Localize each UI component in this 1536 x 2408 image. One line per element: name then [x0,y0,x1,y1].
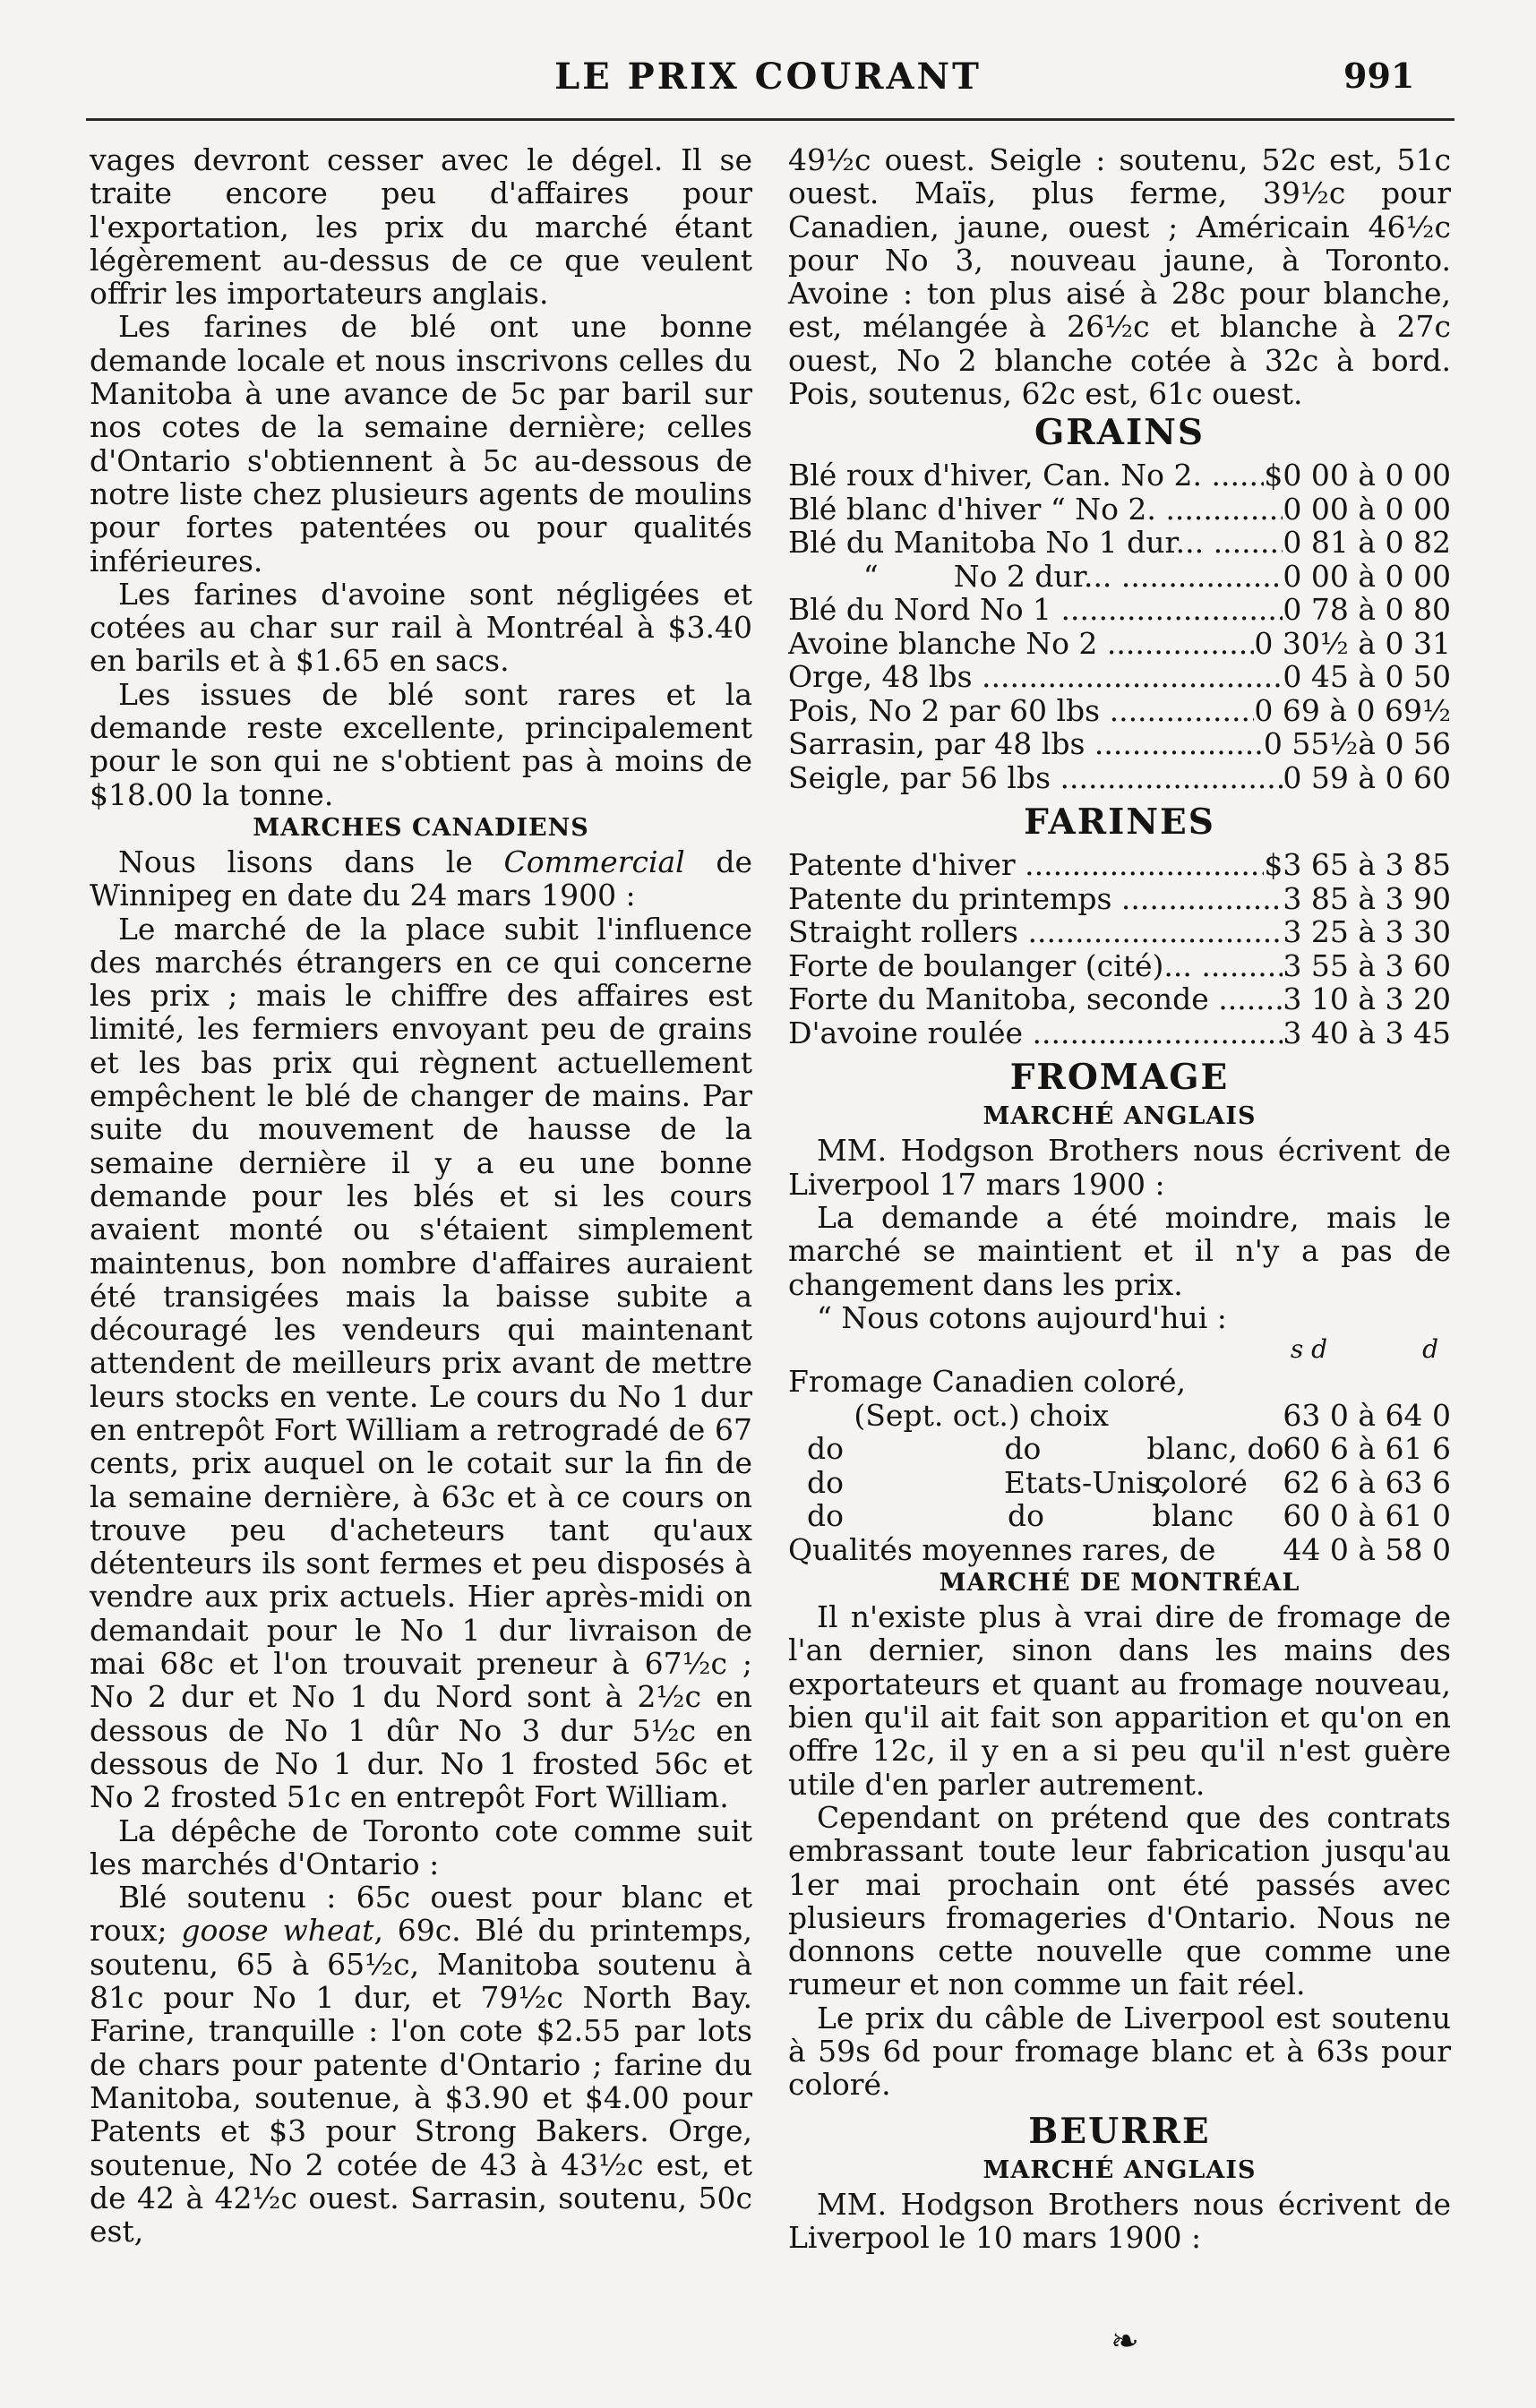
cheese-row [788,1533,1451,1567]
price-label: Blé du Manitoba No 1 dur... ..... [788,526,1283,560]
price-label: Forte de boulanger (cité)... ..... [788,949,1283,983]
price-value: 0 00 à 0 00 [1283,491,1451,527]
publication-title: Commercial [503,844,685,879]
left-column [90,143,752,2248]
price-label: Avoine blanche No 2 ..... [788,627,1254,661]
price-row [788,727,1451,761]
paragraph: “ Nous cotons aujourd'hui : [817,1299,1227,1335]
price-value: 0 81 à 0 82 [1283,525,1451,561]
price-label: Sarrasin, par 48 lbs ..... [788,727,1264,761]
price-label: D'avoine roulée ..... [788,1016,1283,1050]
sub-heading-marche-de-montreal: MARCHÉ DE MONTRÉAL [939,1569,1300,1598]
price-row [788,458,1451,493]
price-label: Orge, 48 lbs ..... [788,660,1283,694]
price-label: Blé du Nord No 1 ..... [788,593,1283,627]
cheese-cell: Fromage Canadien coloré, [788,1364,1187,1400]
paragraph: Les issues de blé sont rares et la demande reste excellente, principalement pour le son qui ne s'obtient pas à moins de $18.00 la tonne. [90,676,752,812]
text-span: de Winnipeg en date du 24 mars 1900 : [90,844,752,913]
price-value: 0 30½ à 0 31 [1254,625,1451,661]
text-span: , 69c. Blé du printemps, soutenu, 65 à 65½c, Manitoba soutenu à 81c pour No 1 dur, et 79½c North Bay. Farine, tranquille : l'on cote $2.55 par lots de chars pour patente d'Ontario ; farine du Manitoba, soutenue, à $3.90 et $4.00 pour Patents et $3 pour Strong Bakers. Orge, soutenue, No 2 cotée de 43 à 43½c est, et de 42 à 42½c ouest. Sarrasin, soutenu, 50c est, [90,1913,752,2249]
price-value: 0 55½à 0 56 [1263,726,1451,762]
price-label: Seigle, par 56 lbs ..... [788,761,1283,795]
price-row [788,982,1451,1016]
paragraph: Il n'existe plus à vrai dire de fromage de l'an dernier, sinon dans les mains des exportateurs et quant au fromage nouveau, bien qu'il ait fait son apparition et qu'on en offre 12c, il y en a si peu qu'il n'est guère utile d'en parler autrement. [788,1599,1451,1802]
page-number: 991 [1343,56,1415,96]
page-header [0,0,1536,134]
paragraph [90,1881,752,2248]
section-heading-beurre: BEURRE [1028,2110,1211,2152]
running-title: LE PRIX COURANT [554,56,982,98]
section-heading-fromage: FROMAGE [1009,1057,1230,1099]
cheese-row [788,1432,1451,1466]
section-heading-grains: GRAINS [1034,412,1206,454]
price-value: $0 00 à 0 00 [1264,458,1451,493]
price-label: Forte du Manitoba, seconde ..... [788,982,1283,1016]
paragraph: MM. Hodgson Brothers nous écrivent de Liverpool 17 mars 1900 : [788,1133,1451,1202]
price-label: “ No 2 dur... ..... [788,560,1283,594]
cheese-price: 44 0 à 58 0 [1283,1531,1451,1567]
paragraph: vages devront cesser avec le dégel. Il se traite encore peu d'affaires pour l'exportation, les prix du marché étant légèrement au-dessus de ce que veulent offrir les importateurs anglais. [90,142,752,312]
cheese-cell: (Sept. oct.) choix [788,1397,1110,1433]
paragraph: Les farines de blé ont une bonne demande locale et nous inscrivons celles du Manitoba à une avance de 5c par baril sur nos cotes de la semaine dernière; celles d'Ontario s'obtiennent à 5c au-dessous de notre liste chez plusieurs agents de moulins pour fortes patentées ou pour qualités inférieures. [90,309,752,578]
paragraph: La demande a été moindre, mais le marché se maintient et il n'y a pas de changement dans les prix. [788,1199,1451,1302]
price-value: 0 45 à 0 50 [1283,659,1451,695]
price-value: 0 78 à 0 80 [1283,592,1451,628]
paragraph: 49½c ouest. Seigle : soutenu, 52c est, 51c ouest. Maïs, plus ferme, 39½c pour Canadien, jaune, ouest ; Américain 46½c pour No 3, nouveau jaune, à Toronto. Avoine : ton plus aisé à 28c pour blanche, est, mélangée à 26½c et blanche à 27c ouest, No 2 blanche cotée à 32c à bord. Pois, soutenus, 62c est, 61c ouest. [788,142,1451,412]
cheese-price: 60 0 à 61 0 [1283,1498,1451,1534]
cheese-cell: Etats-Unis, [1003,1464,1171,1500]
farines-price-table [788,848,1451,1050]
price-value: 3 85 à 3 90 [1283,880,1451,916]
price-row [788,493,1451,527]
cheese-cell: do [1007,1498,1044,1534]
cheese-row [788,1365,1451,1399]
cheese-row [788,1466,1451,1500]
price-label: Patente du printemps ..... [788,882,1283,916]
paragraph: MM. Hodgson Brothers nous écrivent de Liverpool le 10 mars 1900 : [788,2186,1451,2255]
price-row [788,882,1451,916]
price-label: Pois, No 2 par 60 lbs ..... [788,694,1254,728]
header-rule [86,118,1454,121]
italic-term: goose wheat [181,1913,374,1949]
paragraph: Le prix du câble de Liverpool est soutenu à 59s 6d pour fromage blanc et à 63s pour coloré. [788,2000,1451,2103]
paragraph [90,845,752,913]
paragraph: La dépêche de Toronto cote comme suit les marchés d'Ontario : [90,1812,752,1881]
sub-heading-marche-anglais: MARCHÉ ANGLAIS [983,1102,1257,1131]
price-value: $3 65 à 3 85 [1264,847,1451,883]
cheese-cell: Qualités moyennes rares, de [788,1531,1216,1567]
paragraph: Les farines d'avoine sont négligées et cotées au char sur rail à Montréal à $3.40 en barils et à $1.65 en sacs. [90,576,752,679]
cheese-cell: do [788,1464,844,1500]
price-value: 3 55 à 3 60 [1283,947,1451,983]
column-header-d: d [1422,1334,1438,1365]
price-label: Blé roux d'hiver, Can. No 2. ..... [788,458,1264,493]
section-heading-farines: FARINES [1024,801,1215,844]
text-span: Nous lisons dans le [118,844,504,879]
price-row [788,627,1451,661]
cheese-cell: blanc [1152,1498,1234,1534]
price-value: 3 25 à 3 30 [1283,914,1451,950]
price-row [788,915,1451,949]
paragraph: Le marché de la place subit l'influence des marchés étrangers en ce qui concerne les prix ; mais le chiffre des affaires est limité, les fermiers envoyant peu de grains et les bas prix qui règnent actuellement empêchent le blé de changer de mains. Par suite du mouvement de hausse de la semaine dernière il y a eu une bonne demande pour les blés et si les cours avaient monté ou s'étaient simplement maintenus, bon nombre d'affaires auraient été transigées mais la baisse subite a découragé les vendeurs qui maintenant attendent de meilleurs prix avant de mettre leurs stocks en vente. Le cours du No 1 dur en entrepôt Fort William a retrogradé de 67 cents, prix auquel on le cotait sur la fin de la semaine dernière, à 63c et à ce cours on trouve peu d'acheteurs tant qu'aux détenteurs ils sont fermes et peu disposés à vendre aux prix actuels. Hier après-midi on demandait pour le No 1 dur livraison de mai 68c et l'on trouvait preneur à 67½c ; No 2 dur et No 1 du Nord sont à 2½c en dessous de No 1 dûr No 3 dur 5½c en dessous de No 1 dur. No 1 frosted 56c et No 2 frosted 51c en entrepôt Fort William. [90,911,752,1815]
cheese-price-table [788,1334,1451,1566]
cheese-column-headers [788,1334,1451,1365]
price-row [788,660,1451,694]
price-row [788,949,1451,983]
sub-heading-marche-anglais-beurre: MARCHÉ ANGLAIS [983,2155,1257,2184]
price-row [788,848,1451,882]
paragraph: Cependant on prétend que des contrats embrassant toute leur fabrication jusqu'au 1er mai prochain ont été passés avec plusieurs fromageries d'Ontario. Nous ne donnons cette nouvelle que comme une rumeur et non comme un fait réel. [788,1799,1451,2002]
price-value: 0 00 à 0 00 [1283,558,1451,594]
cheese-row [788,1399,1451,1433]
price-row [788,1016,1451,1050]
price-row [788,526,1451,560]
price-row [788,593,1451,627]
price-row [788,560,1451,594]
cheese-cell: do [1004,1431,1042,1467]
section-heading-marches-canadiens: MARCHES CANADIENS [253,813,589,842]
cheese-cell: do [788,1431,844,1467]
price-value: 0 59 à 0 60 [1283,759,1451,795]
grains-price-table [788,458,1451,794]
column-header-s-d: s d [1290,1334,1328,1365]
cheese-price: 60 6 à 61 6 [1283,1431,1451,1467]
cheese-price: 62 6 à 63 6 [1283,1464,1451,1500]
price-label: Blé blanc d'hiver “ No 2. ..... [788,493,1283,527]
cheese-row [788,1499,1451,1533]
price-row [788,761,1451,795]
right-column [788,143,1451,2254]
price-row [788,694,1451,728]
cheese-cell: do [788,1498,844,1534]
text-span: Blé soutenu : 65c ouest pour blanc et roux; [90,1880,752,1949]
price-value: 3 10 à 3 20 [1283,981,1451,1017]
price-label: Straight rollers ..... [788,915,1283,949]
cheese-cell: blanc, do [1146,1431,1284,1467]
cheese-price: 63 0 à 64 0 [1283,1397,1451,1433]
printer-ornament: ❧ [1111,2321,1139,2361]
price-value: 3 40 à 3 45 [1283,1015,1451,1050]
price-value: 0 69 à 0 69½ [1254,692,1451,728]
price-label: Patente d'hiver ..... [788,848,1264,882]
cheese-cell: coloré [1154,1464,1248,1500]
